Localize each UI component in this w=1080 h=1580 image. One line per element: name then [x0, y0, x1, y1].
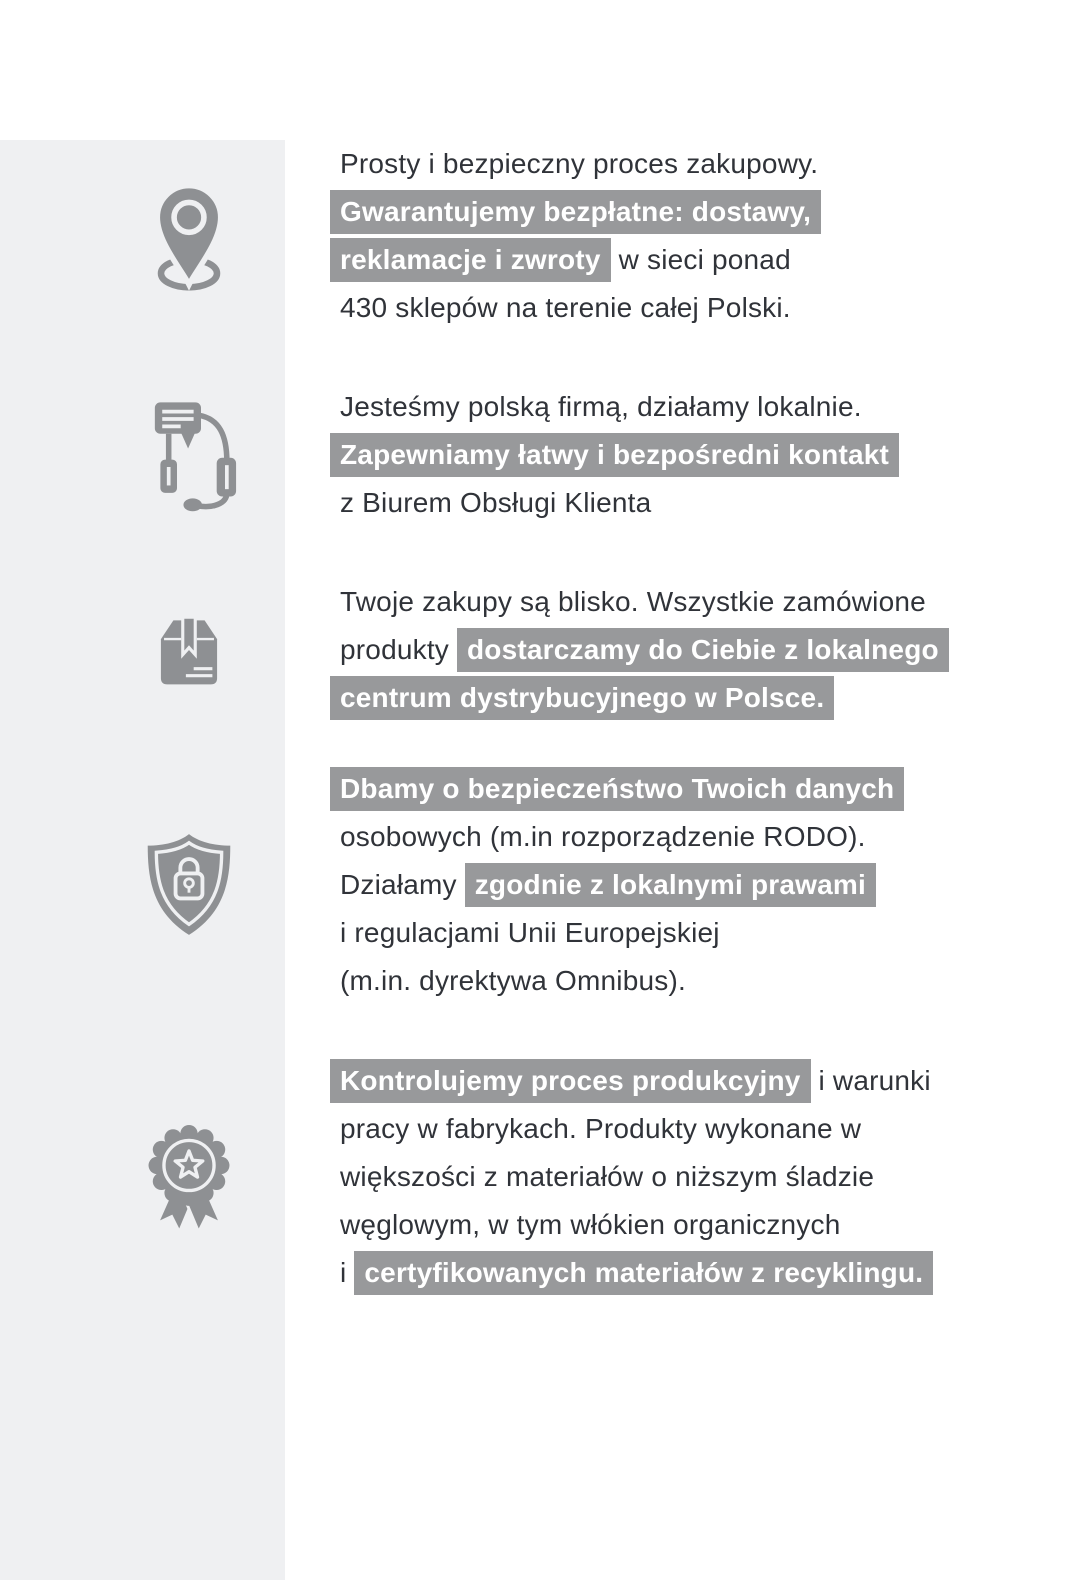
- feature-text-line: [330, 383, 899, 431]
- location-pin-icon: [141, 180, 237, 292]
- feature-text-line: [330, 1249, 933, 1297]
- highlighted-text: Gwarantujemy bezpłatne: dostawy,: [330, 190, 821, 234]
- feature-text: [330, 578, 949, 722]
- feature-text-line: [330, 626, 949, 674]
- shield-lock-icon: [141, 830, 237, 940]
- feature-row: [0, 765, 1080, 1005]
- plain-text: Jesteśmy polską firmą, działamy lokalnie.: [340, 391, 862, 422]
- feature-list: [0, 140, 1080, 1297]
- feature-text-line: [330, 140, 821, 188]
- highlighted-text: certyfikowanych materiałów z recyklingu.: [354, 1251, 933, 1295]
- feature-text-line: [330, 479, 899, 527]
- plain-text: Prosty i bezpieczny proces zakupowy.: [340, 148, 819, 179]
- feature-text-line: [330, 1201, 933, 1249]
- award-badge-icon: [136, 1117, 242, 1237]
- highlighted-text: Kontrolujemy proces produkcyjny: [330, 1059, 811, 1103]
- feature-text-line: [330, 578, 949, 626]
- plain-text: węglowym, w tym włókien organicznych: [340, 1209, 841, 1240]
- highlighted-text: dostarczamy do Ciebie z lokalnego: [457, 628, 949, 672]
- feature-text-line: [330, 909, 904, 957]
- plain-text: i: [340, 1257, 355, 1288]
- highlighted-text: Dbamy o bezpieczeństwo Twoich danych: [330, 767, 904, 811]
- feature-text: [330, 383, 899, 527]
- plain-text: z Biurem Obsługi Klienta: [340, 487, 652, 518]
- package-box-icon: [150, 600, 228, 700]
- feature-text-line: [330, 765, 904, 813]
- support-chat-headset-icon: [138, 395, 240, 515]
- plain-text: w sieci ponad: [610, 244, 791, 275]
- feature-icon-cell: [0, 1117, 285, 1237]
- feature-text: [330, 1057, 933, 1297]
- plain-text: i warunki: [810, 1065, 931, 1096]
- feature-text-line: [330, 236, 821, 284]
- feature-text-line: [330, 431, 899, 479]
- plain-text: większości z materiałów o niższym śladzie: [340, 1161, 875, 1192]
- plain-text: osobowych (m.in rozporządzenie RODO).: [340, 821, 866, 852]
- plain-text: Działamy: [340, 869, 465, 900]
- feature-text-line: [330, 957, 904, 1005]
- feature-icon-cell: [0, 600, 285, 700]
- plain-text: pracy w fabrykach. Produkty wykonane w: [340, 1113, 862, 1144]
- feature-row: [0, 140, 1080, 332]
- highlighted-text: reklamacje i zwroty: [330, 238, 611, 282]
- feature-icon-cell: [0, 830, 285, 940]
- feature-icon-cell: [0, 180, 285, 292]
- plain-text: produkty: [340, 634, 457, 665]
- feature-text-line: [330, 1057, 933, 1105]
- highlighted-text: zgodnie z lokalnymi prawami: [465, 863, 876, 907]
- plain-text: Twoje zakupy są blisko. Wszystkie zamówione: [340, 586, 926, 617]
- plain-text: 430 sklepów na terenie całej Polski.: [340, 292, 791, 323]
- feature-text: [330, 140, 821, 332]
- feature-text: [330, 765, 904, 1005]
- feature-text-line: [330, 674, 949, 722]
- highlighted-text: Zapewniamy łatwy i bezpośredni kontakt: [330, 433, 899, 477]
- highlighted-text: centrum dystrybucyjnego w Polsce.: [330, 676, 834, 720]
- plain-text: i regulacjami Unii Europejskiej: [340, 917, 720, 948]
- feature-row: [0, 383, 1080, 527]
- feature-text-line: [330, 1153, 933, 1201]
- feature-text-line: [330, 861, 904, 909]
- feature-text-line: [330, 1105, 933, 1153]
- feature-text-line: [330, 284, 821, 332]
- feature-row: [0, 578, 1080, 722]
- feature-text-line: [330, 813, 904, 861]
- feature-icon-cell: [0, 395, 285, 515]
- feature-text-line: [330, 188, 821, 236]
- plain-text: (m.in. dyrektywa Omnibus).: [340, 965, 686, 996]
- feature-row: [0, 1057, 1080, 1297]
